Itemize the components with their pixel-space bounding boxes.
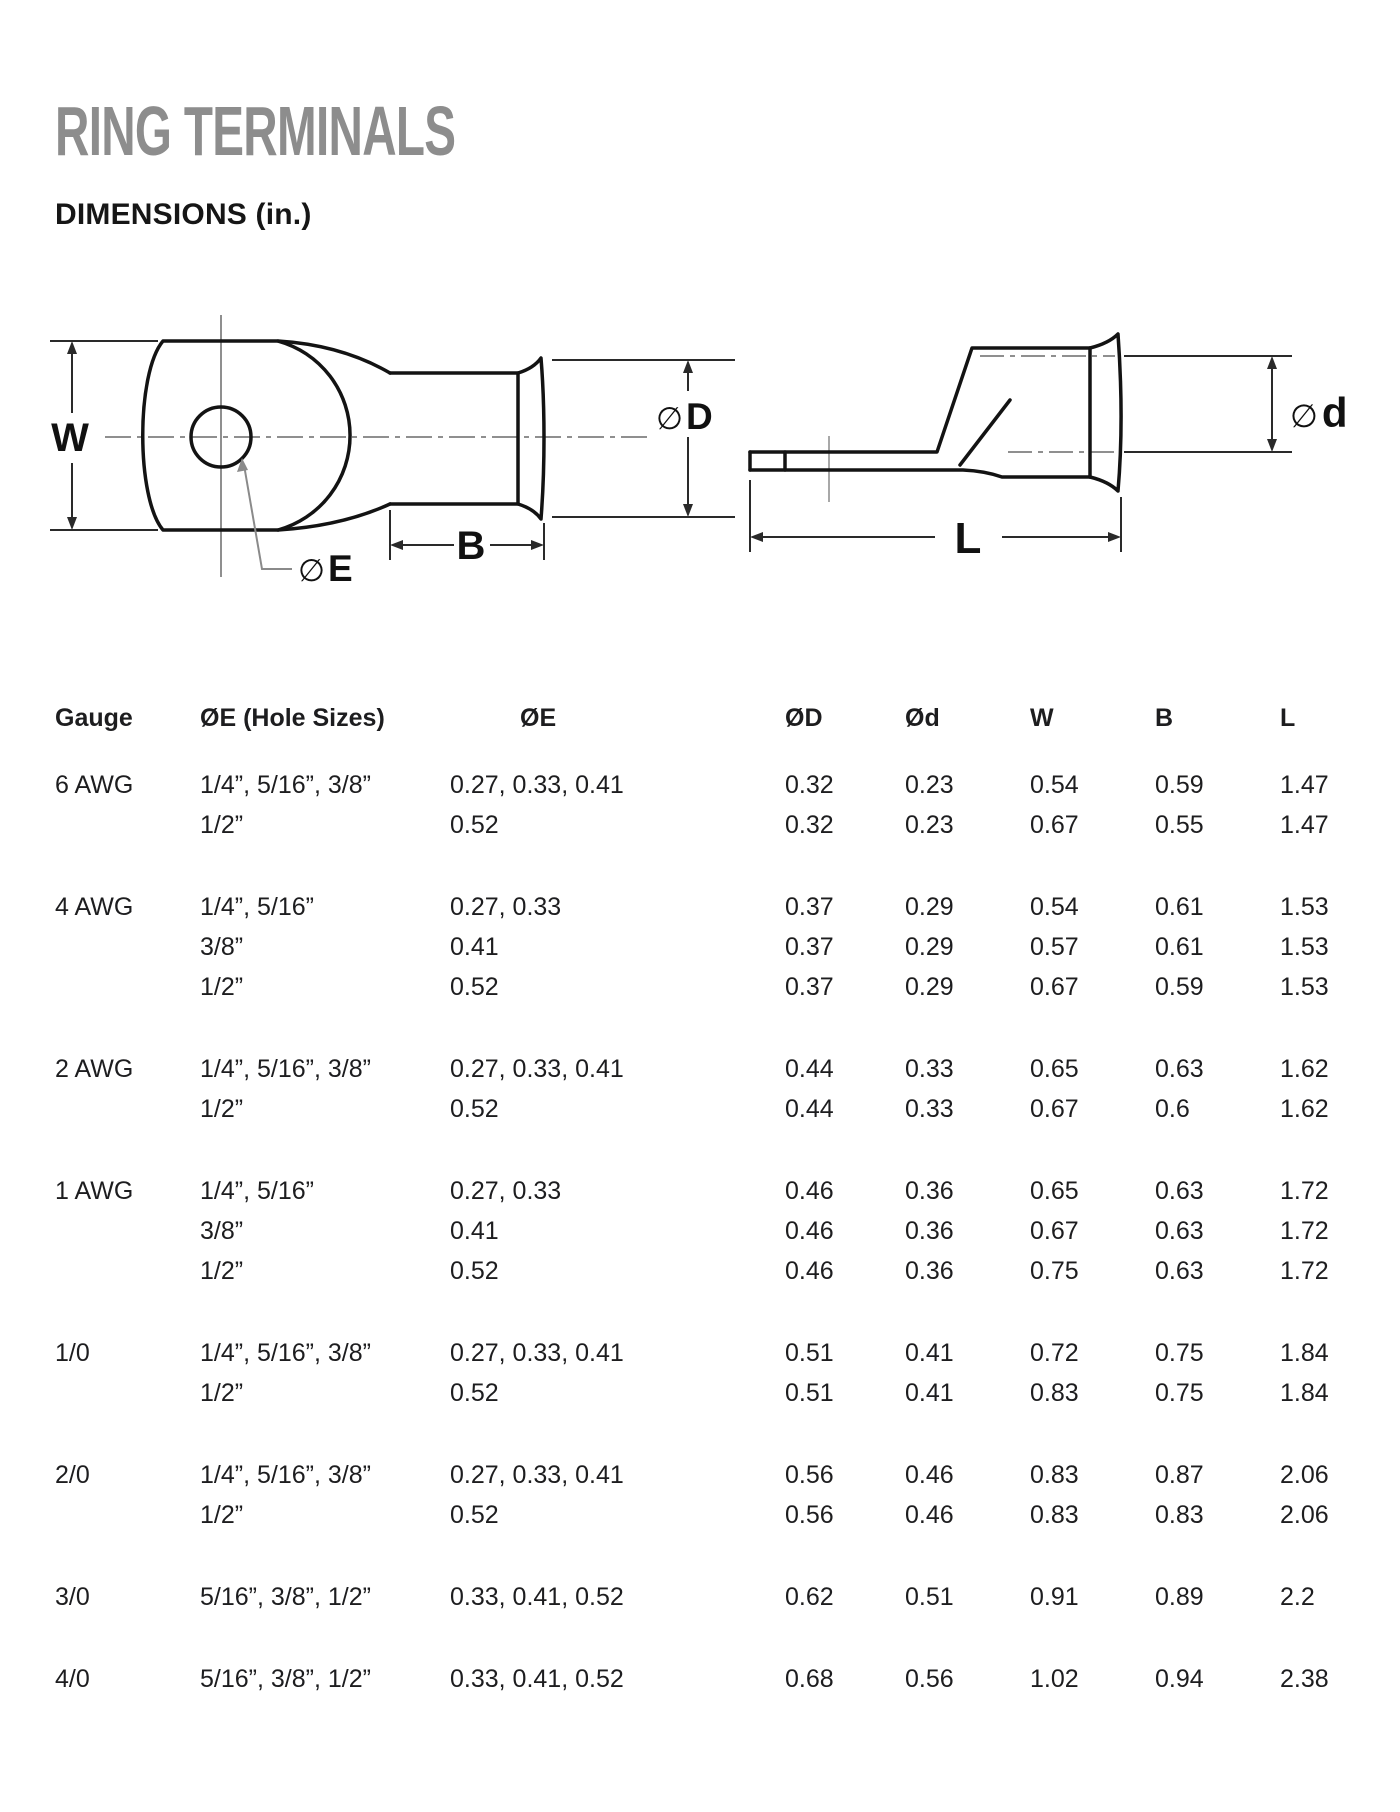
page-subtitle: DIMENSIONS (in.) [55,198,312,231]
value-cell: 0.54 [1030,770,1079,799]
value-cell: 0.55 [1155,810,1204,839]
column-header-gauge: Gauge [55,703,133,732]
value-cell: 1.02 [1030,1664,1079,1693]
phi-symbol: ∅ [298,553,326,585]
column-header-od: ØD [785,703,823,732]
value-cell: 0.27, 0.33, 0.41 [450,770,624,799]
value-cell: 0.63 [1155,1216,1204,1245]
value-cell: 0.63 [1155,1176,1204,1205]
value-cell: 0.65 [1030,1176,1079,1205]
value-cell: 0.44 [785,1094,834,1123]
value-cell: 0.68 [785,1664,834,1693]
value-cell: 0.27, 0.33 [450,892,562,921]
value-cell: 0.27, 0.33 [450,1176,562,1205]
table-group [55,1455,1355,1535]
value-cell: 0.75 [1030,1256,1079,1285]
value-cell: 1/2” [200,1256,244,1285]
value-cell: 0.46 [785,1216,834,1245]
value-cell: 0.89 [1155,1582,1204,1611]
value-cell: 0.29 [905,932,954,961]
page-title: RING TERMINALS [55,92,456,170]
value-cell: 0.72 [1030,1338,1079,1367]
table-row [55,1211,1355,1251]
value-cell: 1.72 [1280,1256,1329,1285]
value-cell: 2.06 [1280,1500,1329,1529]
value-cell: 0.44 [785,1054,834,1083]
bore-lines [980,356,1115,452]
table-group [55,765,1355,845]
value-cell: 0.56 [905,1664,954,1693]
value-cell: 0.59 [1155,770,1204,799]
value-cell: 0.33, 0.41, 0.52 [450,1582,624,1611]
value-cell: 1.53 [1280,972,1329,1001]
column-header-l: L [1280,703,1296,732]
value-cell: 0.59 [1155,972,1204,1001]
table-row [55,1251,1355,1291]
value-cell: 1.84 [1280,1338,1329,1367]
value-cell: 1.53 [1280,892,1329,921]
value-cell: 0.75 [1155,1378,1204,1407]
value-cell: 0.67 [1030,1216,1079,1245]
value-cell: 0.51 [785,1338,834,1367]
value-cell: 1.62 [1280,1054,1329,1083]
value-cell: 0.52 [450,1378,499,1407]
column-header-oe: ØE [520,703,557,732]
value-cell: 0.83 [1030,1460,1079,1489]
value-cell: 0.91 [1030,1582,1079,1611]
centerlines [105,315,652,577]
value-cell: 0.41 [450,1216,499,1245]
value-cell: 0.46 [785,1176,834,1205]
table-row [55,1089,1355,1129]
value-cell: 0.32 [785,810,834,839]
gauge-cell: 6 AWG [55,770,134,799]
value-cell: 1/2” [200,810,244,839]
table-row [55,1495,1355,1535]
value-cell: 0.61 [1155,932,1204,961]
value-cell: 0.52 [450,972,499,1001]
value-cell: 0.41 [450,932,499,961]
value-cell: 1/4”, 5/16”, 3/8” [200,770,371,799]
value-cell: 0.37 [785,892,834,921]
value-cell: 0.46 [785,1256,834,1285]
value-cell: 1.72 [1280,1176,1329,1205]
overall-length-dimension [750,480,1121,552]
value-cell: 0.29 [905,972,954,1001]
table-row [55,927,1355,967]
value-cell: 3/8” [200,1216,244,1245]
table-row [55,1577,1355,1617]
column-header-b: B [1155,703,1174,732]
value-cell: 1.62 [1280,1094,1329,1123]
w-dimension-label: W [51,416,89,460]
value-cell: 5/16”, 3/8”, 1/2” [200,1582,371,1611]
value-cell: 1/4”, 5/16” [200,892,314,921]
table-header-row [55,698,1355,738]
value-cell: 0.52 [450,1094,499,1123]
value-cell: 1.72 [1280,1216,1329,1245]
value-cell: 0.23 [905,770,954,799]
ring-terminal-side-view-drawing [650,250,1360,580]
value-cell: 1/4”, 5/16”, 3/8” [200,1338,371,1367]
gauge-cell: 4 AWG [55,892,134,921]
value-cell: 5/16”, 3/8”, 1/2” [200,1664,371,1693]
overall-length-label: L [954,514,982,563]
value-cell: 0.41 [905,1378,954,1407]
value-cell: 0.36 [905,1216,954,1245]
value-cell: 0.41 [905,1338,954,1367]
value-cell: 0.75 [1155,1338,1204,1367]
value-cell: 0.6 [1155,1094,1190,1123]
terminal-outline [750,334,1121,491]
table-group [55,1659,1355,1699]
value-cell: 1/4”, 5/16”, 3/8” [200,1054,371,1083]
value-cell: 0.29 [905,892,954,921]
value-cell: 0.62 [785,1582,834,1611]
table-group [55,1171,1355,1291]
gauge-cell: 2/0 [55,1460,90,1489]
value-cell: 0.52 [450,810,499,839]
value-cell: 0.33 [905,1054,954,1083]
dimensions-table [55,698,1355,1699]
table-row [55,967,1355,1007]
phi-symbol: ∅ [1290,398,1318,434]
table-group [55,1049,1355,1129]
value-cell: 1/2” [200,1500,244,1529]
phi-symbol: ∅ [656,401,684,436]
table-groups [55,765,1355,1699]
value-cell: 0.56 [785,1500,834,1529]
ring-terminal-top-view-drawing [40,255,740,585]
column-header-hole-sizes: ØE (Hole Sizes) [200,703,385,732]
value-cell: 0.65 [1030,1054,1079,1083]
value-cell: 1.84 [1280,1378,1329,1407]
value-cell: 0.51 [905,1582,954,1611]
value-cell: 1/2” [200,972,244,1001]
value-cell: 0.83 [1155,1500,1204,1529]
value-cell: 0.52 [450,1500,499,1529]
table-row [55,887,1355,927]
table-row [55,1455,1355,1495]
table-row [55,805,1355,845]
value-cell: 0.23 [905,810,954,839]
table-group [55,1333,1355,1413]
table-group [55,887,1355,1007]
table-row [55,1659,1355,1699]
value-cell: 1.47 [1280,810,1329,839]
value-cell: 1/4”, 5/16” [200,1176,314,1205]
value-cell: 0.37 [785,972,834,1001]
outer-diameter-label: ∅D [656,396,713,437]
table-row [55,1333,1355,1373]
value-cell: 0.67 [1030,810,1079,839]
value-cell: 0.27, 0.33, 0.41 [450,1054,624,1083]
barrel-length-label: B [456,524,486,568]
value-cell: 0.87 [1155,1460,1204,1489]
value-cell: 0.37 [785,932,834,961]
value-cell: 1.47 [1280,770,1329,799]
value-cell: 0.83 [1030,1500,1079,1529]
value-cell: 0.33 [905,1094,954,1123]
value-cell: 0.51 [785,1378,834,1407]
value-cell: 0.27, 0.33, 0.41 [450,1338,624,1367]
value-cell: 0.36 [905,1176,954,1205]
value-cell: 1/2” [200,1094,244,1123]
value-cell: 2.06 [1280,1460,1329,1489]
bore-diameter-dimension [1124,356,1292,452]
gauge-cell: 1/0 [55,1338,90,1367]
value-cell: 3/8” [200,932,244,961]
gauge-cell: 3/0 [55,1582,90,1611]
column-header-od-small: Ød [905,703,940,732]
value-cell: 0.46 [905,1460,954,1489]
value-cell: 0.32 [785,770,834,799]
value-cell: 0.27, 0.33, 0.41 [450,1460,624,1489]
gauge-cell: 1 AWG [55,1176,134,1205]
value-cell: 0.54 [1030,892,1079,921]
value-cell: 0.63 [1155,1054,1204,1083]
value-cell: 0.63 [1155,1256,1204,1285]
hole-diameter-label: ∅E [298,548,353,585]
value-cell: 0.61 [1155,892,1204,921]
value-cell: 0.67 [1030,972,1079,1001]
value-cell: 2.38 [1280,1664,1329,1693]
value-cell: 0.46 [905,1500,954,1529]
bore-diameter-label: ∅d [1290,389,1348,436]
value-cell: 1/4”, 5/16”, 3/8” [200,1460,371,1489]
hole-diameter-leader [237,458,292,569]
terminal-outline [143,341,544,530]
column-header-w: W [1030,703,1054,732]
value-cell: 0.36 [905,1256,954,1285]
value-cell: 0.94 [1155,1664,1204,1693]
table-row [55,765,1355,805]
value-cell: 0.52 [450,1256,499,1285]
value-cell: 0.83 [1030,1378,1079,1407]
table-row [55,1171,1355,1211]
value-cell: 1/2” [200,1378,244,1407]
table-group [55,1577,1355,1617]
value-cell: 0.57 [1030,932,1079,961]
gauge-cell: 4/0 [55,1664,90,1693]
value-cell: 0.67 [1030,1094,1079,1123]
value-cell: 2.2 [1280,1582,1315,1611]
table-row [55,1373,1355,1413]
value-cell: 0.56 [785,1460,834,1489]
value-cell: 1.53 [1280,932,1329,961]
gauge-cell: 2 AWG [55,1054,134,1083]
table-row [55,1049,1355,1089]
value-cell: 0.33, 0.41, 0.52 [450,1664,624,1693]
